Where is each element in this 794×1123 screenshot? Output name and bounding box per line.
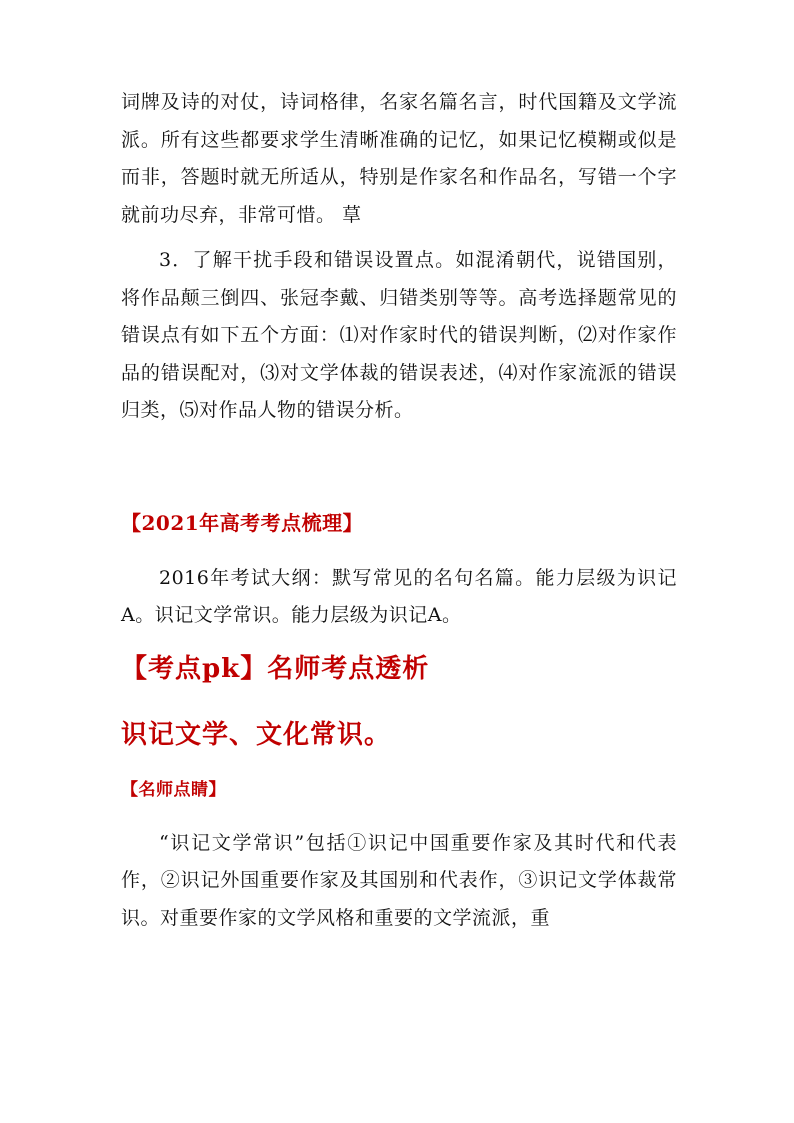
page-content: [121, 84, 677, 937]
syllabus-paragraph: 2016年考试大纲：默写常见的名句名篇。能力层级为识记A。识记文学常识。能力层级为识记A。: [121, 566, 677, 626]
heading-review: 【2021年高考考点梳理】: [121, 510, 364, 535]
intro-paragraph: 词牌及诗的对仗，诗词格律，名家名篇名言，时代国籍及文学流派。所有这些都要求学生清晰准确的记忆，如果记忆模糊或似是而非，答题时就无所适从，特别是作家名和作品名，写错一个字就前功尽弃，非常可惜。 䓍: [121, 91, 677, 226]
tips-paragraph: “识记文学常识”包括①识记中国重要作家及其时代和代表作，②识记外国重要作家及其国别和代表作，③识记文学体裁常识。对重要作家的文学风格和重要的文学流派，重: [121, 831, 677, 929]
heading-tips: 【名师点睛】: [121, 779, 226, 800]
heading-topic: 识记文学、文化常识。: [121, 719, 392, 750]
heading-pk: 【考点pk】名师考点透析: [121, 653, 430, 684]
point-3-paragraph: 3．了解干扰手段和错误设置点。如混淆朝代，说错国别，将作品颠三倒四、张冠李戴、归错类别等等。高考选择题常见的错误点有如下五个方面：⑴对作家时代的错误判断，⑵对作家作品的错误配对，⑶对文学体裁的错误表述，⑷对作家流派的错误归类，⑸对作品人物的错误分析。: [121, 249, 677, 421]
